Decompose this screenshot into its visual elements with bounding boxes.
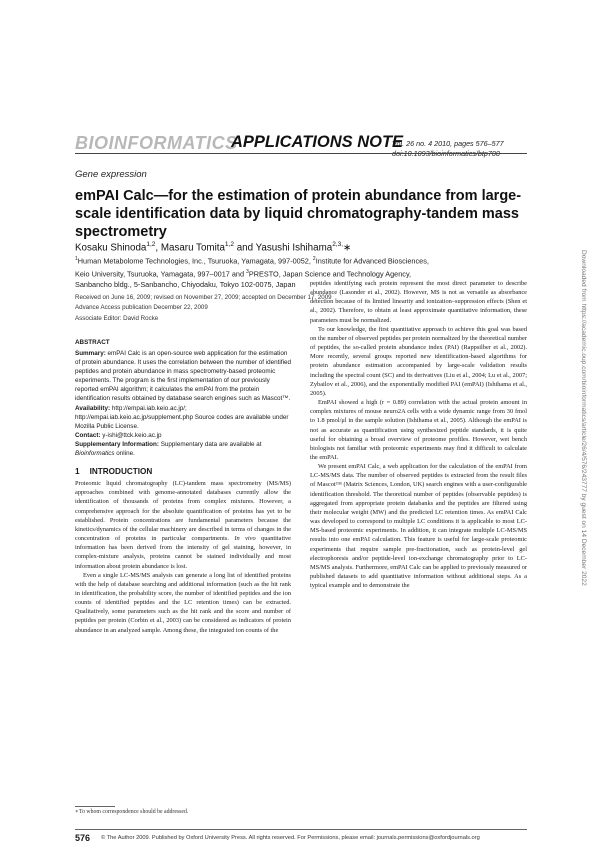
author-list [75, 241, 351, 253]
affiliation-marker: 1 [75, 256, 78, 262]
abstract-supplementary [75, 440, 291, 458]
affiliation-text: PRESTO, Japan Science and Technology Agency, [248, 269, 412, 279]
header-rule [75, 153, 527, 154]
paragraph-text: quantitative information has been derived from the intensity of gel staining, however, in complex-mixture analysis, proteins cannot be stained individually and most information about protein abundance is lost. [75, 535, 291, 570]
author-affiliation-marker: 1,2 [224, 241, 234, 248]
section-name: APPLICATIONS NOTE [231, 133, 404, 151]
paragraph: To our knowledge, the first quantitative approach to achieve this goal was based on the number of observed peptides per protein normalized by the theoretical number of peptides, the so-called protein abundance index (PAI) (Rappsilber et al., 2002). More recently, several groups reported new identification-based algorithms for protein abundance estimation accompanied by large-scale validation results including the spectral count (SC) and its derivatives (Liu et al., 2004; Lu et al., 2007; Zybailov et al., 2006), and the exponentially modified PAI (emPAI) (Ishihama et al., 2005). [310, 325, 527, 397]
author-name: and Yasushi Ishihama [233, 242, 333, 254]
summary-text: emPAI Calc is an open-source web application for the estimation of protein abundance. It uses the correlation between the number of identified peptides and protein abundance in mass spectrometry-based proteomic experiments. The program is the first implementation of our previously reported emPAI algorithm; it calculates the emPAI from the protein identification results obtained by database search engines such as Mascot™. [75, 350, 291, 403]
advance-access-date: Advance Access publication December 22, 2009 [75, 304, 208, 312]
abstract-summary [75, 349, 291, 404]
author-name: Kosaku Shinoda [75, 242, 147, 254]
affiliation-text: Human Metabolome Technologies, Inc., Tsuruoka, Yamagata, 997-0052, [77, 256, 313, 266]
section-heading-introduction [75, 467, 291, 476]
paragraph: We present emPAI Calc, a web application for the calculation of the emPAI from LC-MS/MS data. The number of observed peptides is extracted from the result files of Mascot™ (Matrix Sciences, London, UK) search engines with a user-configurable identification threshold. The theoretical number of peptides (observable peptides) is aggregated from appropriate protein databanks and the peptides are filtered using their molecular weight (MW) and the predicted LC retention times. As emPAI Calc was developed to correspond to multiple LC conditions it is applicable to most LC-MS-based proteomic experiments. In addition, it can integrate multiple LC-MS/MS results into one emPAI calculation. This feature is useful for large-scale proteomic experiments that require sample pre-fractionation, such as protein-level gel electrophoresis and/or peptide-level ion-exchange chromatography prior to LC-MS/MS analysis. Furthermore, emPAI Calc can be applied to previously measured or published datasets to add quantitative information without additional steps. As a typical example and to demonstrate the [310, 463, 527, 590]
left-column [75, 339, 291, 635]
abstract-availability [75, 404, 291, 431]
footnote: ∗To whom correspondence should be addressed. [75, 809, 189, 815]
affiliation-marker: 3 [246, 268, 249, 275]
affiliation-marker: 2 [312, 256, 316, 262]
volume-line: Vol. 26 no. 4 2010, pages 576–577 [392, 139, 504, 148]
supplementary-text: online. [114, 450, 135, 458]
affiliation-text: Institute for Advanced Biosciences, [315, 256, 429, 266]
supplementary-text: Supplementary data are available at [158, 440, 262, 448]
affiliation-line [75, 254, 535, 267]
supplementary-label: Supplementary Information: [75, 440, 159, 448]
summary-label: Summary: [75, 350, 106, 357]
copyright-notice: © The Author 2009. Published by Oxford University Press. All rights reserved. For Permissions, please email: journals.permissions@oxfordjournals.org [101, 835, 480, 841]
paragraph-italic: In vivo [234, 535, 256, 543]
journal-name-inline: Bioinformatics [75, 450, 115, 458]
introduction-body [75, 479, 291, 635]
contact-label: Contact: [75, 431, 101, 439]
paragraph: peptides identifying each protein represent the most direct parameter to describe abundance (Lasonder et al., 2002). However, MS is not as versatile as absorbance detection because of its limited linearity and ionization–suppression effects (Shen et al., 2002). Therefore, to obtain at least approximate quantitative information, these parameters must be normalized. [310, 280, 527, 324]
abstract-heading: ABSTRACT [75, 339, 110, 346]
right-column [310, 279, 527, 590]
doi-line [392, 149, 504, 159]
author-affiliation-marker: 2,3, [332, 241, 344, 248]
footnote-rule [75, 806, 115, 807]
paragraph-text: Proteomic liquid chromatography (LC)-tandem mass spectrometry (MS/MS) approaches combined with genome-annotated databases currently allow the identification of thousands of proteins from complex mixtures. However, a comprehensive approach for the absolute quantification of proteins has yet to be established. Protein concentrations are fundamental parameters because the kinetics/dynamics of the cellular machinery are described in terms of changes in the concentration of proteins in particular compartments. [75, 480, 291, 543]
author-name: , Masaru Tomita [155, 242, 225, 254]
availability-text: http://empai.iab.keio.ac.jp/; http://empai.iab.keio.ac.jp/supplement.php Source codes are available under Mozilla Public License. [75, 404, 289, 430]
right-column-body [310, 279, 527, 590]
affiliation-line: Sanbancho bldg., 5-Sanbancho, Chiyodaku, Tokyo 102-0075, Japan [75, 279, 296, 289]
contact-text: y-ishi@ttck.keio.ac.jp [100, 431, 162, 439]
abstract-contact [75, 431, 291, 440]
paragraph: Even a single LC-MS/MS analysis can generate a long list of identified proteins with the help of database searching and additional information (such as the hit rank in identification, the probability score, the number of identified peptides and the ion counts of identified peptides and the LC retention times) can be extracted. Qualitatively, some parameters such as the hit rank and the score and number of peptides per protein (Corbin et al., 2003) can be considered as indicators of protein abundance in an analyzed sample. Among these, the integrated ion counts of the [75, 571, 291, 634]
author-affiliation-marker: 1,2 [146, 241, 156, 248]
journal-name: BIOINFORMATICS [75, 133, 238, 153]
section-title: INTRODUCTION [89, 467, 153, 477]
section-number: 1 [75, 467, 80, 477]
availability-label: Availability: [75, 404, 111, 412]
paper-title: emPAI Calc—for the estimation of protein abundance from large-scale identification data by liquid chromatography-tandem mass spectrometry [75, 188, 522, 240]
paragraph: EmPAI showed a high (r = 0.89) correlation with the actual protein amount in complex mixtures of mouse neuro2A cells with a wide dynamic range from 30 fmol to 1.8 pmol/μl in the sample solution (Ishihama et al., 2005). Although the emPAI is not as accurate as quantification using synthesized peptide standards, it is quite useful for obtaining a broad overview of proteome profiles. However, wet bench biologists not familiar with proteomic experiments may find it difficult to calculate the emPAI. [310, 399, 527, 461]
volume-info [392, 139, 504, 159]
corresponding-author-marker: ∗ [343, 242, 352, 254]
abstract-body [75, 349, 291, 458]
received-dates: Received on June 16, 2009; revised on November 27, 2009; accepted on December 17, 2009 [75, 294, 332, 301]
page-number: 576 [75, 833, 91, 843]
footer-rule [75, 829, 527, 830]
affiliation-line [75, 267, 535, 280]
associate-editor: Associate Editor: David Rocke [75, 314, 159, 322]
paragraph [75, 479, 291, 571]
download-watermark: Downloaded from https://academic.oup.com/bioinformatics/article/26/4/576/243777 by guest on 14 December 2022 [580, 250, 587, 586]
affiliation-text: Keio University, Tsuruoka, Yamagata, 997–0017 and [75, 269, 247, 279]
subject-category: Gene expression [75, 169, 147, 180]
